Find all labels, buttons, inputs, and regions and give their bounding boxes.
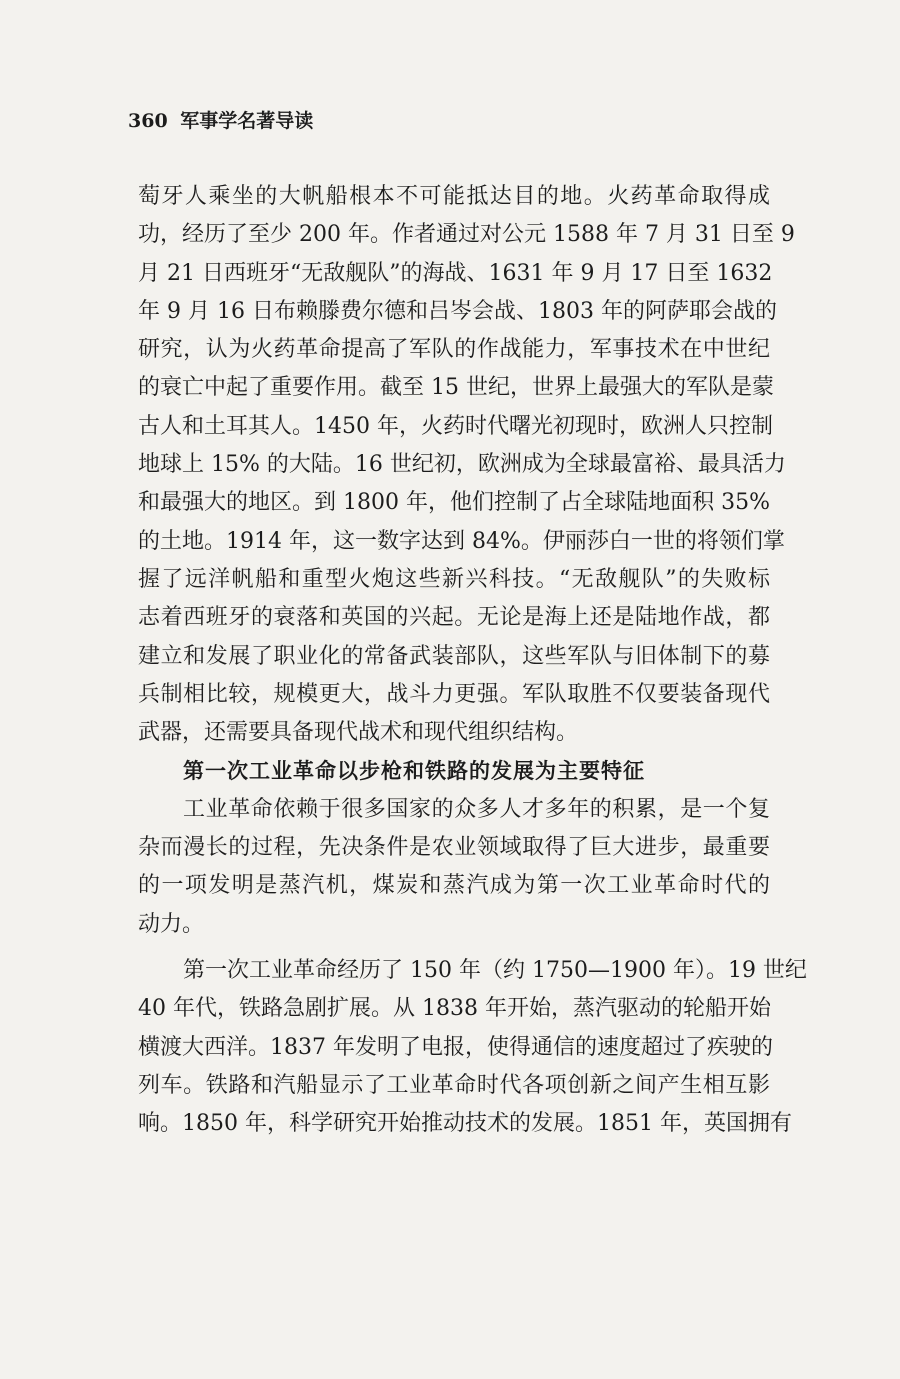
text-line: 动力。	[138, 911, 205, 937]
text-line: 和最强大的地区。到 1800 年，他们控制了占全球陆地面积 35%	[138, 490, 770, 516]
text-line: 第一次工业革命经历了 150 年（约 1750—1900 年）。19 世纪	[183, 957, 807, 983]
text-line: 杂而漫长的过程，先决条件是农业领域取得了巨大进步，最重要	[138, 835, 770, 861]
text-line: 建立和发展了职业化的常备武装部队，这些军队与旧体制下的募	[138, 643, 770, 669]
text-line: 的土地。1914 年，这一数字达到 84%。伊丽莎白一世的将领们掌	[138, 528, 785, 554]
text-line: 武器，还需要具备现代战术和现代组织结构。	[138, 720, 579, 746]
text-line: 兵制相比较，规模更大，战斗力更强。军队取胜不仅要装备现代	[138, 681, 770, 707]
text-line: 萄牙人乘坐的大帆船根本不可能抵达目的地。火药革命取得成	[138, 184, 770, 209]
text-line: 古人和土耳其人。1450 年，火药时代曙光初现时，欧洲人只控制	[138, 413, 773, 439]
paragraph	[138, 791, 770, 944]
paragraph-gap	[138, 944, 770, 952]
text-line: 40 年代，铁路急剧扩展。从 1838 年开始，蒸汽驱动的轮船开始	[138, 996, 771, 1022]
book-title: 军事学名著导读	[180, 110, 314, 132]
text-line: 研究，认为火药革命提高了军队的作战能力，军事技术在中世纪	[138, 337, 770, 363]
text-line: 列车。铁路和汽船显示了工业革命时代各项创新之间产生相互影	[138, 1072, 770, 1098]
text-line: 的一项发明是蒸汽机，煤炭和蒸汽成为第一次工业革命时代的	[138, 873, 770, 899]
text-line: 横渡大西洋。1837 年发明了电报，使得通信的速度超过了疾驶的	[138, 1034, 773, 1060]
text-line: 功，经历了至少 200 年。作者通过对公元 1588 年 7 月 31 日至 9	[138, 222, 795, 248]
text-line: 地球上 15% 的大陆。16 世纪初，欧洲成为全球最富裕、最具活力	[138, 452, 786, 478]
text-line: 志着西班牙的衰落和英国的兴起。无论是海上还是陆地作战，都	[138, 605, 770, 631]
page-number: 360	[128, 110, 168, 132]
running-header	[128, 108, 313, 134]
text-line: 工业革命依赖于很多国家的众多人才多年的积累，是一个复	[183, 796, 770, 822]
text-line: 握了远洋帆船和重型火炮这些新兴科技。“无敌舰队”的失败标	[138, 566, 770, 592]
text-line: 年 9 月 16 日布赖滕费尔德和吕岑会战、1803 年的阿萨耶会战的	[138, 298, 777, 324]
body-text	[138, 178, 807, 1143]
text-line: 的衰亡中起了重要作用。截至 15 世纪，世界上最强大的军队是蒙	[138, 375, 774, 401]
section-heading: 第一次工业革命以步枪和铁路的发展为主要特征	[183, 759, 645, 784]
paragraph	[138, 952, 807, 1143]
text-line: 月 21 日西班牙“无敌舰队”的海战、1631 年 9 月 17 日至 1632	[138, 260, 773, 286]
text-line: 响。1850 年，科学研究开始推动技术的发展。1851 年，英国拥有	[138, 1111, 792, 1137]
paragraph	[138, 178, 795, 752]
